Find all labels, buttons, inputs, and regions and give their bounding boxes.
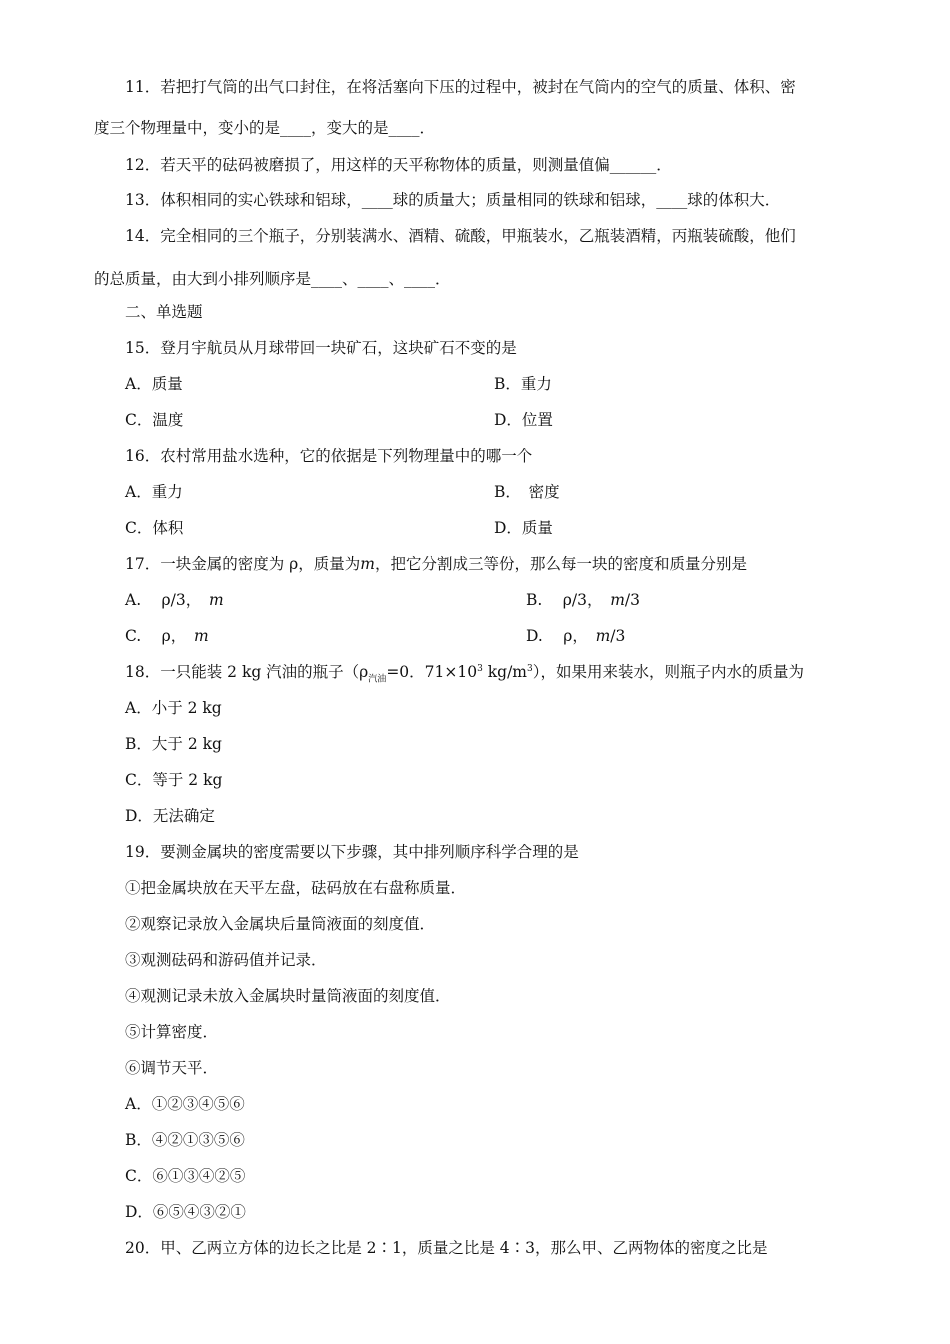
q17-option-c xyxy=(125,629,209,645)
q19-option-d: D．⑥⑤④③②① xyxy=(125,1203,246,1221)
q18-subscript: 汽油 xyxy=(368,674,387,685)
q15-option-b: B．重力 xyxy=(494,375,552,393)
q17-stem xyxy=(125,557,747,573)
q17-a-mass: m xyxy=(209,591,224,609)
q17-a-text: A. ρ/3， xyxy=(125,591,209,609)
q19-step-5: ⑤计算密度． xyxy=(125,1023,219,1041)
q16-option-b: B． 密度 xyxy=(494,483,560,501)
q17-option-b xyxy=(526,593,640,609)
q18-option-a: A．小于 2 kg xyxy=(125,699,222,717)
q19-step-1: ①把金属块放在天平左盘，砝码放在右盘称质量． xyxy=(125,879,467,897)
q17-c-mass: m xyxy=(194,627,209,645)
q15-option-d: D．位置 xyxy=(494,411,553,429)
q19-option-c: C．⑥①③④②⑤ xyxy=(125,1167,246,1185)
q19-stem: 19．要测金属块的密度需要以下步骤，其中排列顺序科学合理的是 xyxy=(125,843,579,861)
q19-step-4: ④观测记录未放入金属块时量筒液面的刻度值． xyxy=(125,987,451,1005)
q13: 13．体积相同的实心铁球和铝球，____球的质量大；质量相同的铁球和铝球，____球的体积大． xyxy=(125,191,781,209)
q16-option-c: C．体积 xyxy=(125,519,184,537)
q11-line1: 11．若把打气筒的出气口封住，在将活塞向下压的过程中，被封在气筒内的空气的质量、体积、密 xyxy=(125,78,796,96)
q17-b-frac: /3 xyxy=(624,591,640,609)
q15-stem: 15．登月宇航员从月球带回一块矿石，这块矿石不变的是 xyxy=(125,339,517,357)
q15-option-c: C．温度 xyxy=(125,411,184,429)
q18-option-c: C．等于 2 kg xyxy=(125,771,223,789)
q18-text-rest: ），如果用来装水，则瓶子内水的质量为 xyxy=(532,663,805,682)
q19-option-a: A．①②③④⑤⑥ xyxy=(125,1095,245,1113)
q18-text: 18．一只能装 2 kg 汽油的瓶子（ρ xyxy=(125,663,369,682)
q19-step-6: ⑥调节天平． xyxy=(125,1059,219,1077)
q20-stem: 20．甲、乙两立方体的边长之比是 2∶1，质量之比是 4∶3，那么甲、乙两物体的密度之比是 xyxy=(125,1239,768,1257)
q17-text-rest: ，把它分割成三等份，那么每一块的密度和质量分别是 xyxy=(374,555,747,573)
q17-mass-symbol: m xyxy=(360,555,375,573)
q18-unit: kg/m xyxy=(482,663,528,682)
q17-c-text: C. ρ， xyxy=(125,627,195,645)
q19-step-3: ③观测砝码和游码值并记录． xyxy=(125,951,327,969)
q17-b-mass: m xyxy=(610,591,625,609)
q17-b-text: B. ρ/3， xyxy=(526,591,611,609)
q17-d-mass: m xyxy=(595,627,611,645)
q14-line1: 14．完全相同的三个瓶子，分别装满水、酒精、硫酸，甲瓶装水，乙瓶装酒精，丙瓶装硫酸，他们 xyxy=(125,227,796,245)
q11-line2: 度三个物理量中，变小的是____，变大的是____． xyxy=(94,119,436,137)
q15-option-a: A．质量 xyxy=(125,375,183,393)
q16-option-a: A．重力 xyxy=(125,483,183,501)
q19-step-2: ②观察记录放入金属块后量筒液面的刻度值． xyxy=(125,915,436,933)
q17-option-d xyxy=(526,629,625,645)
q18-stem xyxy=(125,665,804,684)
q18-density: =0．71×10 xyxy=(386,663,478,682)
q12: 12．若天平的砝码被磨损了，用这样的天平称物体的质量，则测量值偏______． xyxy=(125,156,672,174)
q17-d-text: D. ρ， xyxy=(526,627,596,645)
q18-exponent: 3 xyxy=(477,664,483,674)
q17-d-frac: /3 xyxy=(610,627,626,645)
q14-line2: 的总质量，由大到小排列顺序是____、____、____． xyxy=(94,270,451,288)
q16-stem: 16．农村常用盐水选种，它的依据是下列物理量中的哪一个 xyxy=(125,447,533,465)
q18-option-d: D．无法确定 xyxy=(125,807,215,825)
q17-text: 17．一块金属的密度为 ρ，质量为 xyxy=(125,555,361,573)
q19-option-b: B．④②①③⑤⑥ xyxy=(125,1131,245,1149)
q16-option-d: D．质量 xyxy=(494,519,553,537)
q18-unit-exponent: 3 xyxy=(527,664,533,674)
section-heading: 二、单选题 xyxy=(125,303,203,321)
q18-option-b: B．大于 2 kg xyxy=(125,735,222,753)
q17-option-a xyxy=(125,593,224,609)
